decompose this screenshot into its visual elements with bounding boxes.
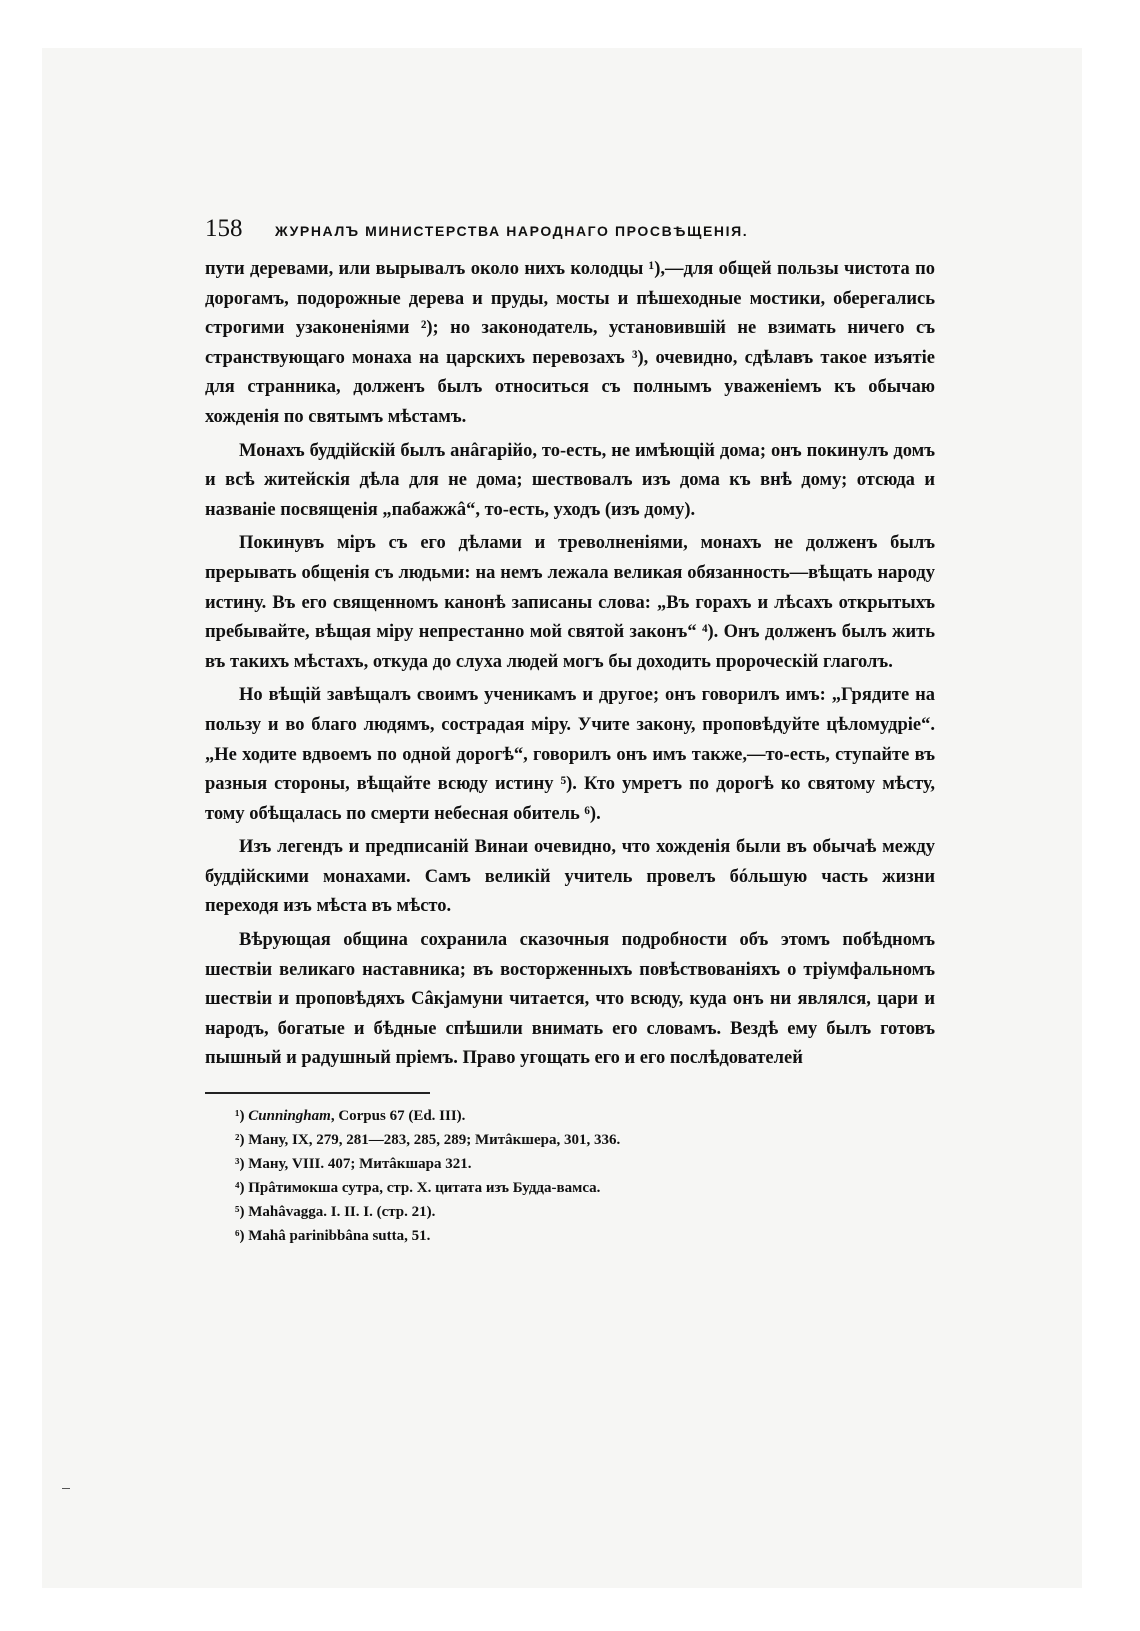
page-header bbox=[205, 215, 935, 255]
body-text bbox=[205, 255, 935, 1074]
footnote-mark: ¹) bbox=[235, 1108, 245, 1125]
footnote-text: Mahâvagga. I. II. I. (стр. 21). bbox=[248, 1204, 436, 1221]
footnote-text: , Corpus 67 (Ed. III). bbox=[330, 1108, 466, 1125]
page-content bbox=[205, 215, 935, 1248]
footnote-mark: ³) bbox=[235, 1156, 245, 1173]
footnote-mark: ²) bbox=[235, 1132, 245, 1149]
footnote-text: Прâтимокша сутра, стр. Х. цитата изъ Будда-вамса. bbox=[248, 1180, 601, 1197]
footnote bbox=[235, 1104, 935, 1128]
paragraph: Покинувъ міръ съ его дѣлами и треволненіями, монахъ не долженъ былъ прерывать общенія съ людьми: на немъ лежала великая обязанность—вѣщать народу истину. Въ его священномъ канонѣ записаны слова: „Въ горахъ и лѣсахъ открытыхъ пребывайте, вѣщая міру непрестанно мой святой законъ“ ⁴). Онъ долженъ былъ жить въ такихъ мѣстахъ, откуда до слуха людей могъ бы доходить пророческій глаголъ. bbox=[205, 533, 935, 672]
running-title: ЖУРНАЛЪ МИНИСТЕРСТВА НАРОДНАГО ПРОСВѢЩЕНІЯ. bbox=[275, 223, 749, 239]
paragraph: пути деревами, или вырывалъ около нихъ колодцы ¹),—для общей пользы чистота по дорогамъ, подорожные дерева и пруды, мосты и пѣшеходные мостики, оберегались строгими узаконеніями ²); но законодатель, установившій не взимать ничего съ странствующаго монаха на царскихъ перевозахъ ³), очевидно, сдѣлавъ такое изъятіе для странника, долженъ былъ относиться съ полнымъ уваженіемъ къ обычаю хожденія по святымъ мѣстамъ. bbox=[205, 259, 935, 427]
paragraph: Изъ легендъ и предписаній Винаи очевидно, что хожденія были въ обычаѣ между буддійскими монахами. Самъ великій учитель провелъ бóльшую часть жизни переходя изъ мѣста въ мѣсто. bbox=[205, 837, 935, 917]
footnote bbox=[235, 1152, 935, 1176]
footnote bbox=[235, 1176, 935, 1200]
footnote-text: Mahâ parinibbâna sutta, 51. bbox=[248, 1228, 431, 1245]
footnotes bbox=[205, 1104, 935, 1248]
footnote-author: Cunningham bbox=[248, 1108, 331, 1125]
footnote-mark: ⁵) bbox=[235, 1204, 245, 1221]
footnote-mark: ⁶) bbox=[235, 1228, 245, 1245]
paragraph: Вѣрующая община сохранила сказочныя подробности объ этомъ побѣдномъ шествіи великаго наставника; въ восторженныхъ повѣствованіяхъ о тріумфальномъ шествіи и проповѣдяхъ Сâкјамуни читается, что всюду, куда онъ ни являлся, цари и народъ, богатые и бѣдные спѣшили внимать его словамъ. Вездѣ ему былъ готовъ пышный и радушный пріемъ. Право угощать его и его послѣдователей bbox=[205, 930, 935, 1069]
paragraph: Монахъ буддійскій былъ анâгарійо, то-есть, не имѣющій дома; онъ покинулъ домъ и всѣ житейскія дѣла для не дома; шествовалъ изъ дома къ внѣ дому; отсюда и названіе посвященія „пабажжâ“, то-есть, уходъ (изъ дому). bbox=[205, 440, 935, 520]
footnote-text: Ману, VIII. 407; Митâкшара 321. bbox=[248, 1156, 472, 1173]
footnote bbox=[235, 1224, 935, 1248]
footnote-divider bbox=[205, 1092, 430, 1094]
footnote-mark: ⁴) bbox=[235, 1180, 245, 1197]
paragraph: Но вѣщій завѣщалъ своимъ ученикамъ и другое; онъ говорилъ имъ: „Грядите на пользу и во благо людямъ, сострадая міру. Учите закону, проповѣдуйте цѣломудріе“. „Не ходите вдвоемъ по одной дорогѣ“, говорилъ онъ имъ также,—то-есть, ступайте въ разныя стороны, вѣщайте всюду истину ⁵). Кто умретъ по дорогѣ ко святому мѣсту, тому обѣщалась по смерти небесная обитель ⁶). bbox=[205, 685, 935, 824]
margin-mark bbox=[62, 1488, 70, 1489]
footnote bbox=[235, 1200, 935, 1224]
footnote-text: Ману, IX, 279, 281—283, 285, 289; Митâкшера, 301, 336. bbox=[248, 1132, 621, 1149]
footnote bbox=[235, 1128, 935, 1152]
page-number: 158 bbox=[205, 215, 243, 242]
